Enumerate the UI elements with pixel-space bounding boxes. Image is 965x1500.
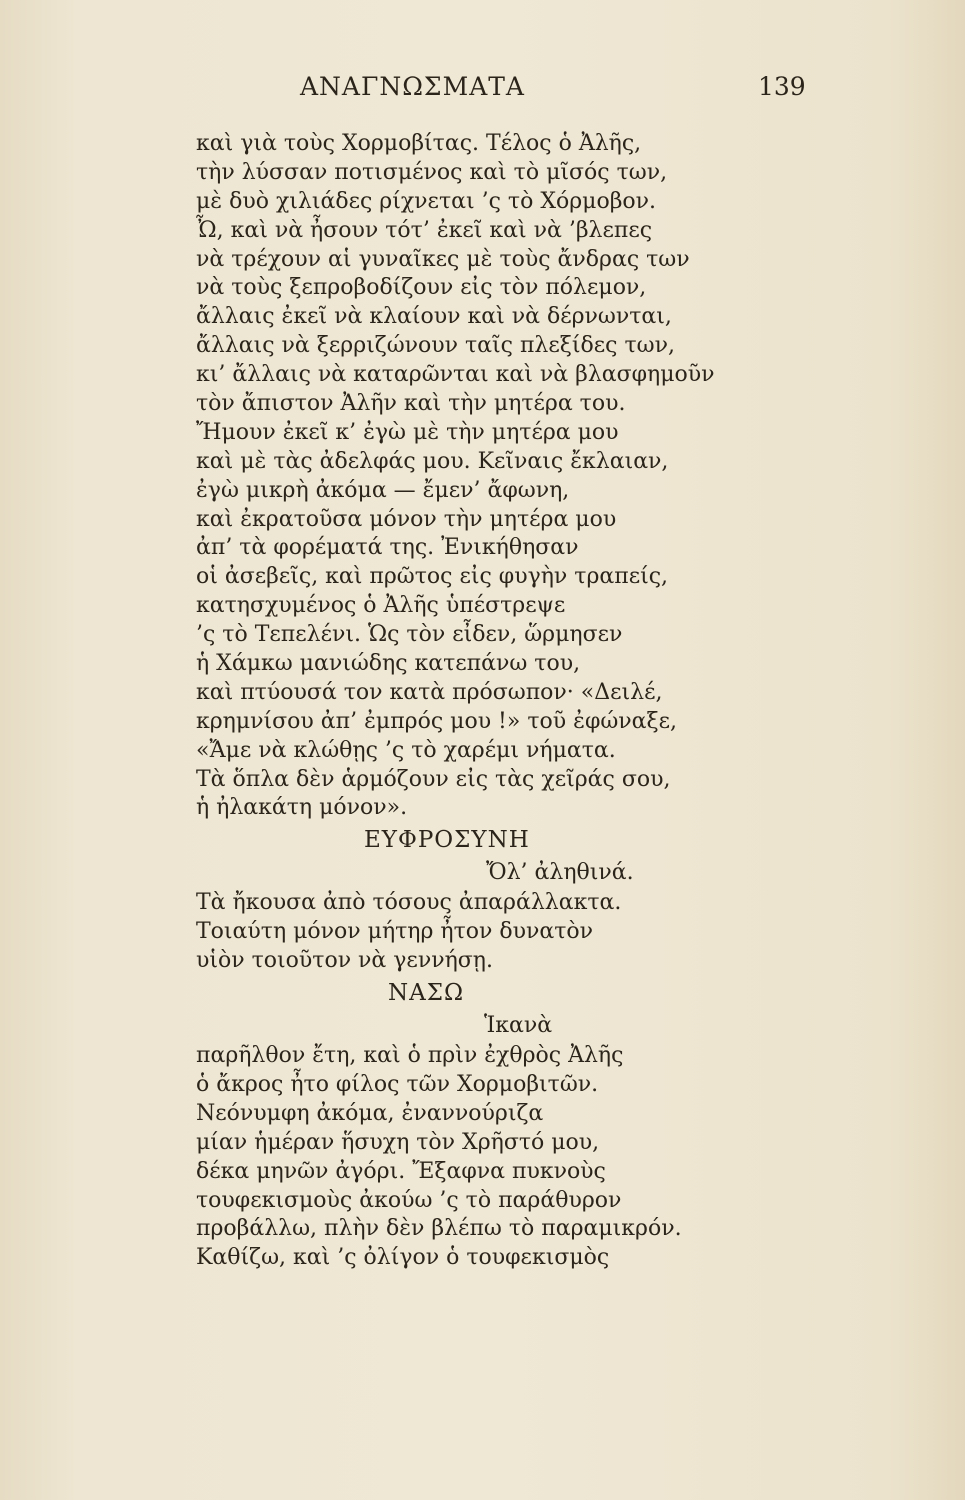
verse-line: τὴν λύσσαν ποτισμένος καὶ τὸ μῖσός των, bbox=[196, 159, 668, 185]
verse-line: κι’ ἄλλαις νὰ καταρῶνται καὶ νὰ βλασφημοῦν bbox=[196, 362, 715, 388]
verse-line: μὲ δυὸ χιλιάδες ρίχνεται ’ς τὸ Χόρμοβον. bbox=[196, 188, 657, 214]
verse-line: ἐγὼ μικρὴ ἀκόμα — ἔμεν’ ἄφωνη, bbox=[196, 477, 570, 503]
verse-line: Νεόνυμφη ἀκόμα, ἐναννούριζα bbox=[196, 1100, 544, 1126]
speaker-name-naso: ΝΑΣΩ bbox=[388, 980, 465, 1007]
verse-line: κατησχυμένος ὁ Ἀλῆς ὑπέστρεψε bbox=[196, 593, 566, 619]
verse-line: ὁ ἄκρος ἦτο φίλος τῶν Χορμοβιτῶν. bbox=[196, 1071, 599, 1097]
verse-line: δέκα μηνῶν ἀγόρι. Ἔξαφνα πυκνοὺς bbox=[196, 1158, 606, 1184]
verse-line: καὶ γιὰ τοὺς Χορμοβίτας. Τέλος ὁ Ἀλῆς, bbox=[196, 131, 642, 156]
verse-line: υἱὸν τοιοῦτον νὰ γεννήσῃ. bbox=[196, 948, 493, 974]
verse-line: ’ς τὸ Τεπελένι. Ὡς τὸν εἶδεν, ὥρμησεν bbox=[196, 622, 623, 648]
speech-cue: Ὄλ’ ἀληθινά. bbox=[486, 860, 634, 886]
verse-line: ἀπ’ τὰ φορέματά της. Ἐνικήθησαν bbox=[196, 535, 579, 561]
verse-line: καὶ πτύουσά τον κατὰ πρόσωπον· «Δειλέ, bbox=[196, 679, 663, 705]
verse-line: Τὰ ἤκουσα ἀπὸ τόσους ἀπαράλλακτα. bbox=[196, 890, 622, 916]
running-title: ΑΝΑΓΝΩΣΜΑΤΑ bbox=[300, 72, 525, 101]
verse-text bbox=[196, 130, 715, 1273]
verse-line: νὰ τοὺς ξεπροβοδίζουν εἰς τὸν πόλεμον, bbox=[196, 275, 647, 301]
speaker-name-euphrosyne: ΕΥΦΡΟΣΥΝΗ bbox=[364, 827, 530, 854]
verse-line: Καθίζω, καὶ ’ς ὀλίγον ὁ τουφεκισμὸς bbox=[196, 1245, 610, 1271]
verse-line: μίαν ἡμέραν ἥσυχη τὸν Χρῆστό μου, bbox=[196, 1129, 600, 1155]
verse-line: οἱ ἀσεβεῖς, καὶ πρῶτος εἰς φυγὴν τραπείς, bbox=[196, 564, 669, 590]
verse-line: Ὦ, καὶ νὰ ἦσουν τότ’ ἐκεῖ καὶ νὰ ’βλεπες bbox=[196, 217, 653, 243]
verse-line: νὰ τρέχουν αἱ γυναῖκες μὲ τοὺς ἄνδρας των bbox=[196, 246, 690, 272]
verse-line: τουφεκισμοὺς ἀκούω ’ς τὸ παράθυρον bbox=[196, 1187, 622, 1213]
verse-line: Ἤμουν ἐκεῖ κ’ ἐγὼ μὲ τὴν μητέρα μου bbox=[196, 419, 619, 445]
verse-line: ἄλλαις νὰ ξερριζώνουν ταῖς πλεξίδες των, bbox=[196, 333, 675, 359]
verse-line: προβάλλω, πλὴν δὲν βλέπω τὸ παραμικρόν. bbox=[196, 1216, 682, 1242]
verse-line: «Ἄμε νὰ κλώθῃς ’ς τὸ χαρέμι νήματα. bbox=[196, 737, 616, 763]
verse-line: παρῆλθον ἔτη, καὶ ὁ πρὶν ἐχθρὸς Ἀλῆς bbox=[196, 1043, 624, 1069]
verse-line: καὶ μὲ τὰς ἀδελφάς μου. Κεῖναις ἔκλαιαν, bbox=[196, 448, 669, 474]
verse-line: κρημνίσου ἀπ’ ἐμπρός μου !» τοῦ ἐφώναξε, bbox=[196, 708, 678, 734]
verse-line: Τὰ ὅπλα δὲν ἁρμόζουν εἰς τὰς χεῖράς σου, bbox=[196, 766, 671, 792]
verse-line: καὶ ἐκρατοῦσα μόνον τὴν μητέρα μου bbox=[196, 506, 617, 532]
speech-cue: Ἱκανὰ bbox=[484, 1013, 553, 1039]
verse-line: ἄλλαις ἐκεῖ νὰ κλαίουν καὶ νὰ δέρνωνται, bbox=[196, 304, 672, 330]
page-number: 139 bbox=[758, 72, 806, 101]
verse-line: ἡ Χάμκω μανιώδης κατεπάνω του, bbox=[196, 651, 581, 677]
verse-line: ἡ ἠλακάτη μόνον». bbox=[196, 795, 408, 821]
verse-line: Τοιαύτη μόνον μήτηρ ἦτον δυνατὸν bbox=[196, 919, 594, 945]
verse-line: τὸν ἄπιστον Ἀλῆν καὶ τὴν μητέρα του. bbox=[196, 391, 626, 417]
